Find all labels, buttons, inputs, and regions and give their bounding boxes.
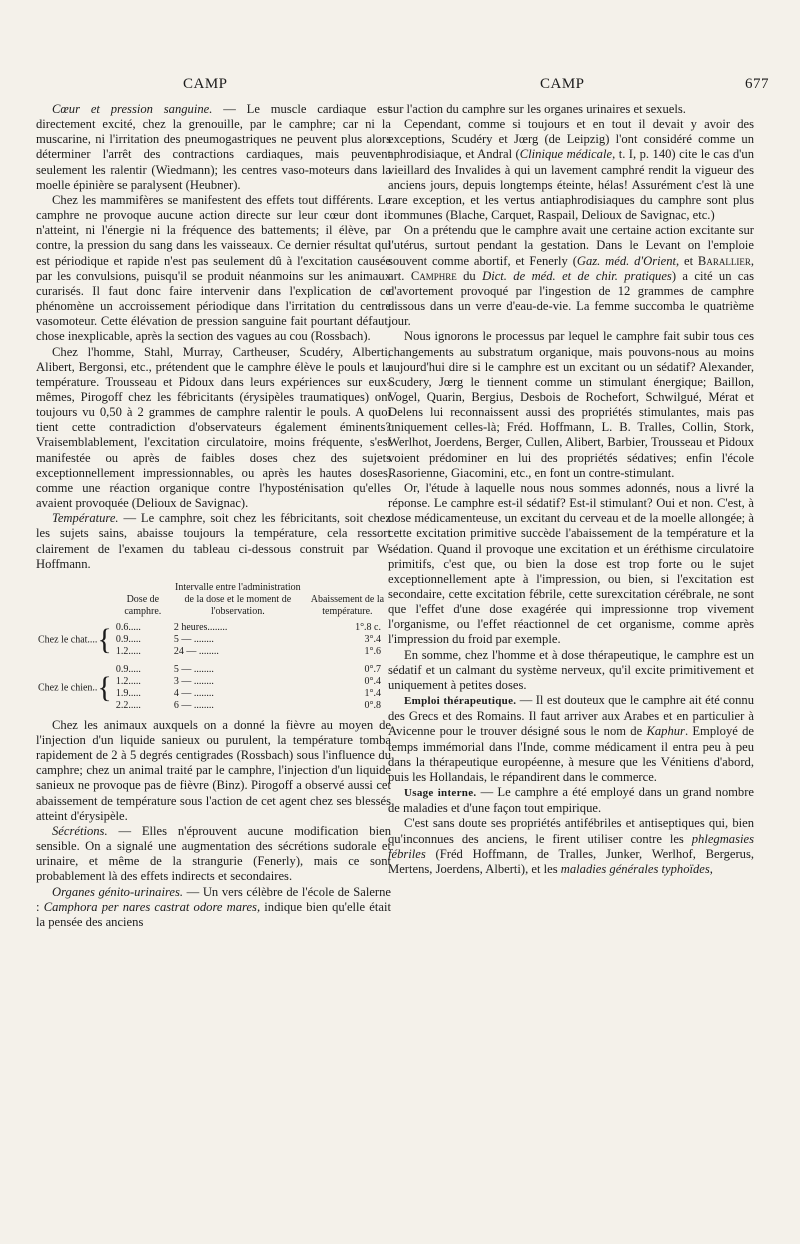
cell-dose: 0.9..... — [115, 633, 141, 645]
temperature-table — [36, 582, 391, 712]
paragraph-text: indique bien qu'elle était la pensée des anciens — [36, 899, 391, 929]
cell-interval: 5 — ........ — [173, 663, 214, 675]
cell-drop: 1°.6 — [364, 645, 381, 657]
section-title-coeur: Cœur et pression sanguine. — [52, 102, 213, 116]
section-title-organes: Organes génito-urinaires. — [52, 884, 184, 899]
cell-dose: 2.2..... — [115, 699, 141, 711]
paragraph-text: — Elles n'éprouvent aucune modification bien sensible. On a signalé une augmentation des sécrétions sudorale et urinaire, et même de la strangurie (Fenerly), mais ce sont probablement là des effets indirects et secondaires. — [36, 823, 391, 884]
paragraph-usage — [388, 785, 754, 816]
salerno-quote: Camphora per nares castrat odore mares, — [43, 899, 261, 914]
citation-title: Clinique médicale — [519, 147, 613, 162]
section-head-usage: Usage interne. — [404, 787, 477, 800]
cell-dose: 0.6..... — [115, 621, 141, 633]
cell-drop: 0°.4 — [364, 675, 381, 687]
right-column — [388, 102, 754, 877]
paragraph-uterus — [388, 223, 754, 329]
cell-interval: 3 — ........ — [173, 675, 214, 687]
paragraph-text: Cependant, comme si toujours et en tout il devait y avoir des exceptions, Scudéry et Jœrg (de Leipzig) l'ont considéré comme un aphrodisiaque, et Andral ( — [388, 117, 754, 162]
citation-title: Gaz. méd. d'Orient — [576, 253, 677, 268]
citation-title: Dict. de méd. et de chir. pratiques — [482, 268, 672, 283]
paragraph-text: — Un vers célèbre de l'école de Salerne : — [36, 884, 392, 914]
section-title-temperature: Température. — [52, 511, 119, 526]
paragraph-text: — Le camphre a été employé dans un grand nombre de maladies et d'une façon tout empirique. — [388, 785, 754, 816]
table-header-row — [36, 582, 391, 622]
cell-dose: 1.2..... — [115, 645, 141, 657]
cell-interval: 4 — ........ — [173, 687, 214, 699]
paragraph-text: C'est sans doute ses propriétés antifébriles et antiseptiques qui, bien qu'inconnues des anciens, le firent utiliser contre les — [388, 816, 754, 846]
paragraph-animaux: Chez les animaux auxquels on a donné la fièvre au moyen de l'injection d'un liquide sanieux ou purulent, la température tomba rapidement de 2 à 5 degrés centigrades (Rossbach) sous l'influence du camphre; chez un animal traité par le camphre, l'injection d'un liquide sanieux ne provoque pas de fièvre (Binz). Pirogoff a observé aussi cet abaissement de température sous l'action de cet agent chez ses blessés atteint d'érysipèle. — [36, 717, 391, 823]
paragraph-text: , t. I, p. 140) cite le cas d'un vieillard des Invalides à qui un lavement camphré rendit la vigueur des anciens jours, depuis longtemps éteinte, hélas! Assurément c'est là une rare exception, et les vertus antiaphrodisiaques du camphre sont plus communes (Blache, Carquet, Raspail, Delioux de Savignac, etc.) — [388, 147, 755, 223]
paragraph-temperature — [36, 511, 391, 572]
paragraph-text: , et — [676, 253, 698, 268]
cell-interval: 6 — ........ — [173, 699, 214, 711]
paragraph-text: (Fréd Hoffmann, de Tralles, Junker, Werlhof, Bergerus, Mertens, Joerdens, Alberti), et les — [388, 846, 754, 876]
cell-dose: 1.9..... — [115, 687, 141, 699]
paragraph-secretions — [36, 824, 391, 885]
paragraph-emploi — [388, 693, 754, 785]
paragraph-mammiferes: Chez les mammifères se manifestent des effets tout différents. Le camphre ne provoque aucune action directe sur leur cœur dont il n'atteint, ni l'énergie ni la fréquence des battements; il élève, par contre, la pression du sang dans les vaisseaux. Ce dernier résultat qui est périodique et rapide n'est pas seulement dû à l'excitation causée par les convulsions, puisqu'il se produit néanmoins sur les animaux curarisés. Il faut donc faire intervenir dans l'explication de ce phénomène un accroissement périodique dans l'irritation du centre vasomoteur. Cette élévation de pression sanguine fait pourtant défaut, chose inexplicable, après la section des vagues au cou (Rossbach). — [36, 192, 391, 344]
paragraph-continuation: sur l'action du camphre sur les organes urinaires et sexuels. — [388, 102, 686, 116]
table-row — [36, 664, 391, 676]
paragraph-text: ) a cité un cas d'avortement provoqué par l'ingestion de 12 grammes de camphre dissous dans un verre d'eau-de-vie. La femme succomba le quatrième jour. — [388, 268, 754, 329]
cell-drop: 0°.8 — [364, 699, 381, 711]
left-column — [36, 102, 391, 930]
group-label-chien: Chez le chien..{ — [38, 670, 112, 704]
section-title-secretions: Sécrétions. — [52, 823, 108, 838]
disease-term: maladies générales typhoïdes — [560, 861, 710, 876]
paragraph-text: On a prétendu que le camphre avait une certaine action excitante sur l'utérus, surtout pendant la gestation. Dans le Levant on l'emploie souvent comme abortif, et Fenerly ( — [388, 223, 754, 268]
section-head-emploi: Emploi thérapeutique. — [404, 695, 517, 708]
paragraph-text: — Il est douteux que le camphre ait été connu des Grecs et des Romains. Il faut arriver aux Arabes et en particulier à Avicenne pour le trouver désigné sous le nom de — [388, 693, 754, 739]
cell-drop: 1°.4 — [364, 687, 381, 699]
kaphur-term: Kaphur — [646, 724, 685, 739]
cell-dose: 0.9..... — [115, 663, 141, 675]
paragraph-text: , — [709, 861, 713, 876]
cell-dose: 1.2..... — [115, 675, 141, 687]
cell-interval: 24 — ........ — [173, 645, 219, 657]
cell-drop: 1°.8 c. — [355, 621, 381, 633]
paragraph-text: . Employé de temps immémorial dans l'Inde, comme médicament il entra peu à peu dans la thérapeutique européenne, à mesure que les Vénitiens d'abord, puis les Hollandais, le répandirent dans le commerce. — [388, 724, 754, 784]
paragraph-organes — [36, 885, 391, 930]
paragraph-text: — Le camphre, soit chez les fébricitants, soit chez les sujets sains, abaisse toujours la température, cela ressort clairement de l'examen du tableau ci-dessous construit par W. Hoffmann. — [36, 511, 391, 571]
column-header-dose: Dose de camphre. — [124, 593, 162, 617]
column-header-interval: Intervalle entre l'administration de la dose et le moment de l'observation. — [175, 581, 301, 617]
paragraph-antifebriles — [388, 816, 754, 877]
cell-drop: 3°.4 — [364, 633, 381, 645]
paragraph-processus: Nous ignorons le processus par lequel le camphre fait subir tous ces changements au substratum organique, mais pouvons-nous au moins aujourd'hui dire si le camphre est un excitant ou un sédatif? Alexander, Scudery, Jœrg le tiennent comme un stimulant énergique; Baillon, Vogel, Quarin, Bergius, Desbois de Rochefort, Schwilgué, Mérat et Delens lui reconnaissent aussi des propriétés stimulantes, mais pas uniquement celles-là; Fréd. Hoffmann, L. B. Tralles, Collin, Stork, Werlhot, Joerdens, Berger, Cullen, Alibert, Barbier, Trousseau et Pidoux voient prédominer en lui des propriétés sédatives; enfin l'école Rasorienne, Giacomini, etc., en font un contre-stimulant. — [388, 329, 754, 480]
table-row — [36, 622, 391, 634]
header-right-title: CAMP — [540, 76, 585, 92]
cell-drop: 0°.7 — [364, 663, 381, 675]
running-header — [0, 76, 800, 100]
paragraph-text: du — [456, 268, 483, 283]
cell-interval: 2 heures........ — [173, 621, 228, 633]
paragraph-text: , art. — [388, 253, 754, 283]
disease-term: phlegmasies fébriles — [388, 831, 754, 861]
paragraph-homme: Chez l'homme, Stahl, Murray, Cartheuser, Scudéry, Alberti, Alibert, Bergonsi, etc., prétendent que le camphre élève le pouls et la température. Trousseau et Pidoux dans leurs expériences sur eux-mêmes, Pirogoff chez les fébricitants (érysipèles traumatiques) ont toujours vu 0,50 à 2 grammes de camphre ralentir le pouls. A quoi tient cette contradiction d'observateurs également éminents? Vraisemblablement, l'excitation circulatoire, moins fréquente, s'est manifestée ou après de faibles doses chez des sujets exceptionnellement impressionnables, ou après les hautes doses, comme une réaction organique contre l'hyposténisation qu'elles avaient provoquée (Delioux de Savignac). — [36, 344, 391, 511]
paragraph-coeur — [36, 102, 391, 193]
author-name: Barallier — [697, 253, 751, 268]
column-header-drop: Abaissement de la température. — [310, 593, 385, 617]
header-left-title: CAMP — [183, 76, 228, 92]
paragraph-exceptions — [388, 117, 754, 223]
paragraph-text: — Le muscle cardiaque est directement excité, chez la grenouille, par le camphre; car ni la muscarine, ni l'irritation des pneumogastriques ne peuvent plus alors déterminer l'arrêt des contractions cardiaques, mais peuvent seulement les ralentir (Wiedmann); les centres vaso-moteurs dans la moelle épinière se paralysent (Heubner). — [36, 102, 391, 192]
paragraph-somme: En somme, chez l'homme et à dose thérapeutique, le camphre est un sédatif et un calmant du système nerveux, qu'il excite primitivement et uniquement à petites doses. — [388, 647, 754, 692]
group-label-chat: Chez le chat....{ — [38, 622, 112, 656]
page-number: 677 — [745, 76, 769, 92]
paragraph-etude: Or, l'étude à laquelle nous nous sommes adonnés, nous a livré la réponse. Le camphre est-il sédatif? Est-il stimulant? Oui et non. C'est, à dose médicamenteuse, un excitant du cerveau et de la moelle allongée; à cette excitation primitive succède l'abaissement de la température et la sédation. Quand il provoque une excitation et un éréthisme circulatoire primitifs, c'est que, ou bien la dose est trop forte ou le sujet exceptionnellement apte à l'impression, ou bien, si l'excitation est secondaire, cette excitation fébrile, cette surexcitation cérébrale, ne sont que l'effet d'une dose exagérée qui impressionne trop vivement l'organisme, ou l'effet réactionnel de cet organisme, comme après l'impression du froid par exemple. — [388, 480, 754, 647]
cell-interval: 5 — ........ — [173, 633, 214, 645]
article-name: Camphre — [410, 268, 457, 283]
